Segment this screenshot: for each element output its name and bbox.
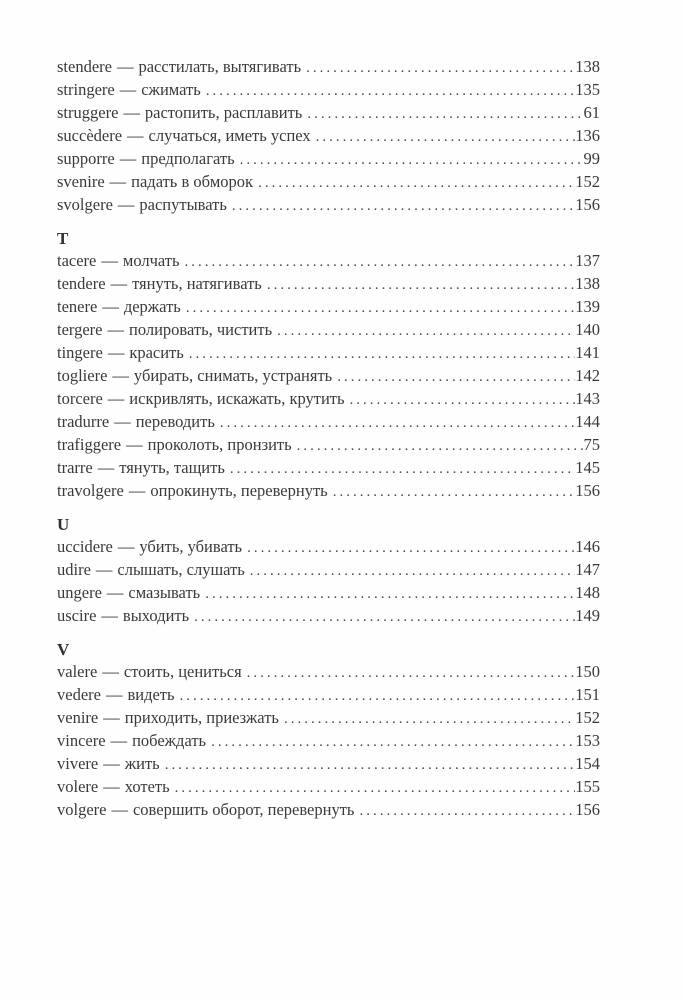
entry-definition: жить xyxy=(124,754,160,773)
entry-page-number: 146 xyxy=(575,537,600,556)
entry-page-number: 150 xyxy=(575,662,600,681)
entry-page-number: 154 xyxy=(575,754,600,773)
toc-entry xyxy=(57,411,600,434)
entry-definition: хотеть xyxy=(124,777,170,796)
toc-entry xyxy=(57,799,600,822)
toc-entry xyxy=(57,319,600,342)
entry-term: togliere xyxy=(57,366,108,385)
entry-page-number: 145 xyxy=(575,458,600,477)
toc-entry xyxy=(57,342,600,365)
entry-dash: — xyxy=(105,685,123,704)
entry-definition: переводить xyxy=(135,412,215,431)
entry-definition: смазывать xyxy=(128,583,201,602)
toc-entry xyxy=(57,148,600,171)
dot-leader xyxy=(277,319,575,342)
entry-term: uscire xyxy=(57,606,97,625)
toc-section xyxy=(57,228,600,503)
entry-page-number: 153 xyxy=(575,731,600,750)
entry-definition: побеждать xyxy=(132,731,207,750)
entry-dash: — xyxy=(119,80,137,99)
entry-page-number: 142 xyxy=(575,366,600,385)
entry-definition: держать xyxy=(123,297,181,316)
entry-definition: стоить, цениться xyxy=(123,662,242,681)
toc-entry xyxy=(57,457,600,480)
toc-entry xyxy=(57,605,600,628)
entry-term: venire xyxy=(57,708,99,727)
entry-term: stringere xyxy=(57,80,115,99)
entry-dash: — xyxy=(103,754,120,773)
entry-term: volere xyxy=(57,777,99,796)
dot-leader xyxy=(316,125,576,148)
entry-page-number: 143 xyxy=(575,389,600,408)
toc-entry xyxy=(57,365,600,388)
dot-leader xyxy=(250,559,575,582)
entry-page-number: 138 xyxy=(575,57,600,76)
entry-dash: — xyxy=(103,777,120,796)
entry-definition: видеть xyxy=(127,685,175,704)
dot-leader xyxy=(359,799,575,822)
entry-term: supporre xyxy=(57,149,115,168)
toc-entry xyxy=(57,102,600,125)
entry-dash: — xyxy=(101,606,118,625)
entry-definition: опрокинуть, перевернуть xyxy=(150,481,328,500)
entry-definition: сжимать xyxy=(141,80,201,99)
section-letter: T xyxy=(57,229,69,248)
entry-definition: распутывать xyxy=(139,195,227,214)
dot-leader xyxy=(297,434,584,457)
toc-entry xyxy=(57,730,600,753)
entry-definition: падать в обморок xyxy=(131,172,254,191)
dot-leader xyxy=(350,388,576,411)
entry-dash: — xyxy=(117,537,135,556)
entry-dash: — xyxy=(128,481,146,500)
entry-page-number: 135 xyxy=(575,80,600,99)
entry-term: tendere xyxy=(57,274,106,293)
toc-entry xyxy=(57,582,600,605)
entry-definition: тянуть, натягивать xyxy=(132,274,262,293)
toc-section xyxy=(57,639,600,822)
entry-definition: расстилать, вытягивать xyxy=(138,57,302,76)
entry-term: trarre xyxy=(57,458,93,477)
entry-page-number: 149 xyxy=(575,606,600,625)
toc-entry xyxy=(57,661,600,684)
entry-dash: — xyxy=(110,731,128,750)
entry-definition: совершить оборот, перевернуть xyxy=(132,800,355,819)
entry-definition: выходить xyxy=(122,606,190,625)
entry-dash: — xyxy=(114,412,131,431)
toc-entry xyxy=(57,171,600,194)
toc-section xyxy=(57,56,600,217)
entry-definition: убить, убивать xyxy=(139,537,243,556)
entry-definition: проколоть, пронзить xyxy=(147,435,292,454)
dot-leader xyxy=(240,148,584,171)
entry-dash: — xyxy=(101,251,118,270)
entry-dash: — xyxy=(107,320,124,339)
entry-definition: тянуть, тащить xyxy=(119,458,225,477)
toc-list xyxy=(57,56,600,822)
entry-definition: молчать xyxy=(122,251,180,270)
entry-page-number: 152 xyxy=(575,172,600,191)
entry-term: trafiggere xyxy=(57,435,122,454)
entry-page-number: 148 xyxy=(575,583,600,602)
dot-leader xyxy=(220,411,575,434)
dot-leader xyxy=(165,753,576,776)
entry-page-number: 152 xyxy=(575,708,600,727)
entry-term: travolgere xyxy=(57,481,124,500)
entry-page-number: 141 xyxy=(575,343,600,362)
toc-entry xyxy=(57,388,600,411)
entry-term: tradurre xyxy=(57,412,110,431)
toc-entry xyxy=(57,250,600,273)
entry-page-number: 139 xyxy=(575,297,600,316)
entry-dash: — xyxy=(111,800,128,819)
entry-page-number: 144 xyxy=(575,412,600,431)
entry-definition: приходить, приезжать xyxy=(124,708,279,727)
entry-dash: — xyxy=(95,560,113,579)
entry-term: uccidere xyxy=(57,537,113,556)
entry-term: vedere xyxy=(57,685,101,704)
toc-entry xyxy=(57,480,600,503)
entry-definition: искривлять, искажать, крутить xyxy=(129,389,345,408)
dot-leader xyxy=(337,365,575,388)
entry-page-number: 99 xyxy=(583,149,600,168)
toc-entry xyxy=(57,684,600,707)
entry-page-number: 156 xyxy=(575,195,600,214)
entry-definition: убирать, снимать, устранять xyxy=(133,366,333,385)
dot-leader xyxy=(284,707,575,730)
entry-term: vincere xyxy=(57,731,106,750)
entry-page-number: 156 xyxy=(575,481,600,500)
dot-leader xyxy=(306,56,575,79)
dot-leader xyxy=(205,582,575,605)
entry-definition: случаться, иметь успех xyxy=(148,126,311,145)
entry-dash: — xyxy=(106,583,124,602)
dot-leader xyxy=(258,171,575,194)
toc-entry xyxy=(57,707,600,730)
dot-leader xyxy=(232,194,575,217)
dot-leader xyxy=(333,480,576,503)
toc-entry xyxy=(57,536,600,559)
toc-entry xyxy=(57,434,600,457)
section-letter: U xyxy=(57,515,70,534)
toc-entry xyxy=(57,56,600,79)
toc-entry xyxy=(57,194,600,217)
toc-entry xyxy=(57,79,600,102)
entry-dash: — xyxy=(127,126,144,145)
entry-definition: предполагать xyxy=(141,149,235,168)
entry-dash: — xyxy=(116,57,134,76)
entry-dash: — xyxy=(126,435,143,454)
toc-entry xyxy=(57,273,600,296)
dot-leader xyxy=(247,661,576,684)
dot-leader xyxy=(206,79,576,102)
entry-dash: — xyxy=(107,343,125,362)
toc-entry xyxy=(57,296,600,319)
entry-dash: — xyxy=(102,297,119,316)
toc-entry xyxy=(57,559,600,582)
entry-dash: — xyxy=(109,172,127,191)
entry-page-number: 140 xyxy=(575,320,600,339)
entry-page-number: 156 xyxy=(575,800,600,819)
toc-entry xyxy=(57,125,600,148)
entry-term: udire xyxy=(57,560,91,579)
entry-page-number: 61 xyxy=(583,103,600,122)
entry-term: valere xyxy=(57,662,98,681)
entry-term: stendere xyxy=(57,57,112,76)
entry-dash: — xyxy=(102,662,119,681)
entry-page-number: 136 xyxy=(575,126,600,145)
dot-leader xyxy=(186,296,575,319)
entry-term: tacere xyxy=(57,251,97,270)
entry-page-number: 137 xyxy=(575,251,600,270)
entry-term: succèdere xyxy=(57,126,123,145)
entry-term: struggere xyxy=(57,103,119,122)
entry-dash: — xyxy=(103,708,120,727)
entry-term: svenire xyxy=(57,172,105,191)
entry-definition: красить xyxy=(129,343,184,362)
section-letter: V xyxy=(57,640,70,659)
dot-leader xyxy=(211,730,575,753)
dot-leader xyxy=(185,250,576,273)
entry-term: tenere xyxy=(57,297,98,316)
entry-page-number: 138 xyxy=(575,274,600,293)
dot-leader xyxy=(230,457,575,480)
entry-dash: — xyxy=(110,274,128,293)
entry-definition: слышать, слушать xyxy=(117,560,245,579)
entry-page-number: 155 xyxy=(575,777,600,796)
entry-term: torcere xyxy=(57,389,103,408)
entry-term: volgere xyxy=(57,800,107,819)
entry-dash: — xyxy=(97,458,115,477)
dot-leader xyxy=(247,536,575,559)
entry-term: vivere xyxy=(57,754,99,773)
dot-leader xyxy=(307,102,583,125)
toc-entry xyxy=(57,753,600,776)
entry-dash: — xyxy=(107,389,125,408)
entry-dash: — xyxy=(123,103,140,122)
dot-leader xyxy=(194,605,575,628)
dot-leader xyxy=(189,342,575,365)
entry-term: tingere xyxy=(57,343,103,362)
dot-leader xyxy=(267,273,575,296)
entry-dash: — xyxy=(119,149,137,168)
dot-leader xyxy=(180,684,576,707)
dot-leader xyxy=(175,776,576,799)
toc-section xyxy=(57,514,600,628)
entry-term: tergere xyxy=(57,320,103,339)
entry-dash: — xyxy=(117,195,135,214)
entry-term: svolgere xyxy=(57,195,113,214)
toc-entry xyxy=(57,776,600,799)
entry-dash: — xyxy=(112,366,129,385)
entry-page-number: 151 xyxy=(575,685,600,704)
entry-page-number: 147 xyxy=(575,560,600,579)
entry-page-number: 75 xyxy=(583,435,600,454)
entry-term: ungere xyxy=(57,583,102,602)
entry-definition: растопить, расплавить xyxy=(144,103,303,122)
entry-definition: полировать, чистить xyxy=(129,320,273,339)
